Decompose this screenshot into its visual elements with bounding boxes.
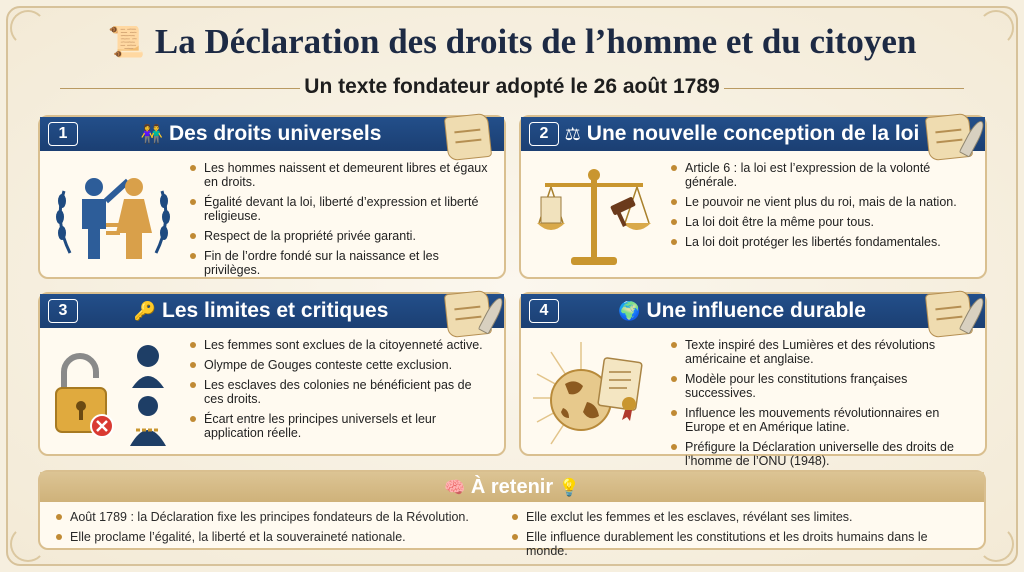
section-points: [671, 338, 971, 474]
scroll-icon: 📜: [107, 25, 145, 59]
section-title: [559, 299, 985, 323]
section-header: [521, 117, 985, 151]
section-card-3: [38, 292, 506, 456]
summary-header: [40, 472, 984, 502]
lightbulb-icon: 💡: [558, 478, 580, 497]
list-item: Les hommes naissent et demeurent libres et égaux en droits.: [190, 161, 490, 189]
list-item: Août 1789 : la Déclaration fixe les principes fondateurs de la Révolution.: [56, 510, 512, 524]
list-item: Olympe de Gouges conteste cette exclusion.: [190, 358, 490, 372]
section-header: [40, 294, 504, 328]
section-number: 4: [529, 299, 559, 323]
section-title-text: Les limites et critiques: [162, 299, 389, 322]
list-item: Modèle pour les constitutions françaises successives.: [671, 372, 971, 400]
section-header: [521, 294, 985, 328]
summary-left-list: [56, 510, 512, 564]
list-item: Respect de la propriété privée garanti.: [190, 229, 490, 243]
people-icon: 👫: [140, 124, 163, 144]
list-item: La loi doit être la même pour tous.: [671, 215, 971, 229]
section-card-1: [38, 115, 506, 279]
section-title: [78, 299, 504, 323]
page-title: [108, 22, 917, 62]
section-title-text: Une influence durable: [646, 299, 866, 322]
influence-illustration: [531, 338, 657, 450]
section-title-text: Une nouvelle conception de la loi: [586, 122, 920, 145]
section-points: [190, 338, 490, 446]
list-item: Fin de l’ordre fondé sur la naissance et les privilèges.: [190, 249, 490, 277]
section-title: [559, 122, 985, 146]
section-number: 1: [48, 122, 78, 146]
list-item: Texte inspiré des Lumières et des révolutions américaine et anglaise.: [671, 338, 971, 366]
limits-illustration: [50, 338, 176, 450]
section-header: [40, 117, 504, 151]
list-item: Elle influence durablement les constitutions et les droits humains dans le monde.: [512, 530, 968, 558]
section-title-text: Des droits universels: [169, 122, 382, 145]
section-number: 2: [529, 122, 559, 146]
summary-title: À retenir: [470, 476, 554, 498]
key-icon: 🔑: [133, 301, 156, 321]
list-item: Elle exclut les femmes et les esclaves, révélant ses limites.: [512, 510, 968, 524]
list-item: Elle proclame l’égalité, la liberté et la souveraineté nationale.: [56, 530, 512, 544]
list-item: La loi doit protéger les libertés fondamentales.: [671, 235, 971, 249]
globe-icon: 🌍: [618, 301, 641, 321]
section-points: [190, 161, 490, 283]
justice-illustration: [531, 161, 657, 273]
list-item: Influence les mouvements révolutionnaires en Europe et en Amérique latine.: [671, 406, 971, 434]
section-card-4: [519, 292, 987, 468]
brain-icon: 🧠: [444, 478, 466, 497]
list-item: Préfigure la Déclaration universelle des droits de l’homme de l’ONU (1948).: [671, 440, 971, 468]
section-card-2: [519, 115, 987, 279]
summary-right-list: [512, 510, 968, 564]
list-item: Le pouvoir ne vient plus du roi, mais de la nation.: [671, 195, 971, 209]
summary-box: [38, 470, 986, 558]
equality-illustration: [50, 161, 176, 273]
parchment-icon: [444, 113, 492, 161]
section-points: [671, 161, 971, 255]
list-item: Égalité devant la loi, liberté d’expression et liberté religieuse.: [190, 195, 490, 223]
page-title-text: La Déclaration des droits de l’homme et du citoyen: [154, 22, 917, 61]
list-item: Les esclaves des colonies ne bénéficient pas de ces droits.: [190, 378, 490, 406]
section-title: [78, 122, 504, 146]
list-item: Article 6 : la loi est l’expression de la volonté générale.: [671, 161, 971, 189]
list-item: Écart entre les principes universels et leur application réelle.: [190, 412, 490, 440]
page-subtitle: Un texte fondateur adopté le 26 août 1789: [304, 75, 720, 98]
list-item: Les femmes sont exclues de la citoyenneté active.: [190, 338, 490, 352]
scales-icon: ⚖: [564, 124, 581, 144]
section-number: 3: [48, 299, 78, 323]
